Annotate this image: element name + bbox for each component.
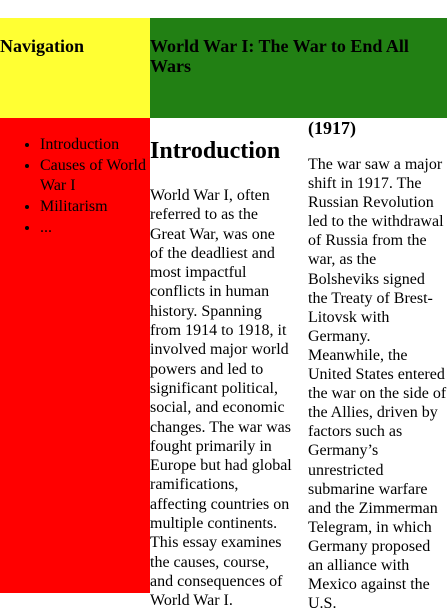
nav-list (0, 135, 150, 239)
intro-paragraph: World War I, often referred to as the Great War, was one of the deadliest and most impactful conflicts in human history. Spanning from 1914 to 1918, it involved major world powers and led to significant political, social, and economic changes. The war was fought primarily in Europe but had global ramifications, affecting countries on multiple continents. This essay examines the causes, course, and consequences of World War I. (150, 187, 292, 610)
section-1917 (308, 0, 447, 613)
section-1917-heading: (1917) (308, 118, 356, 138)
nav-link-more[interactable]: ... (40, 219, 52, 236)
section-1917-paragraph: The war saw a major shift in 1917. The Russian Revolution led to the withdrawal of Russia from the war, as the Bolsheviks signed the Treaty of Brest-Litovsk with Germany. Meanwhile, the United States entered the war on the side of the Allies, driven by factors such as Germany’s unrestricted submarine warfare and the Zimmerman Telegram, in which Germany proposed an alliance with Mexico against the U.S. (308, 156, 447, 613)
nav-item-causes (40, 156, 150, 196)
nav-heading: Navigation (0, 36, 85, 56)
page-title: World War I: The War to End All Wars (150, 36, 409, 76)
nav-header (0, 18, 150, 118)
nav-link-causes[interactable]: Causes of World War I (40, 157, 146, 194)
nav-link-militarism[interactable]: Militarism (40, 198, 108, 215)
nav-link-introduction[interactable]: Introduction (40, 136, 120, 153)
intro-section (150, 118, 292, 610)
intro-heading: Introduction (150, 138, 281, 164)
nav-item-more (40, 218, 150, 238)
nav-item-militarism (40, 197, 150, 217)
nav-item-introduction (40, 135, 150, 155)
sidebar (0, 118, 150, 593)
